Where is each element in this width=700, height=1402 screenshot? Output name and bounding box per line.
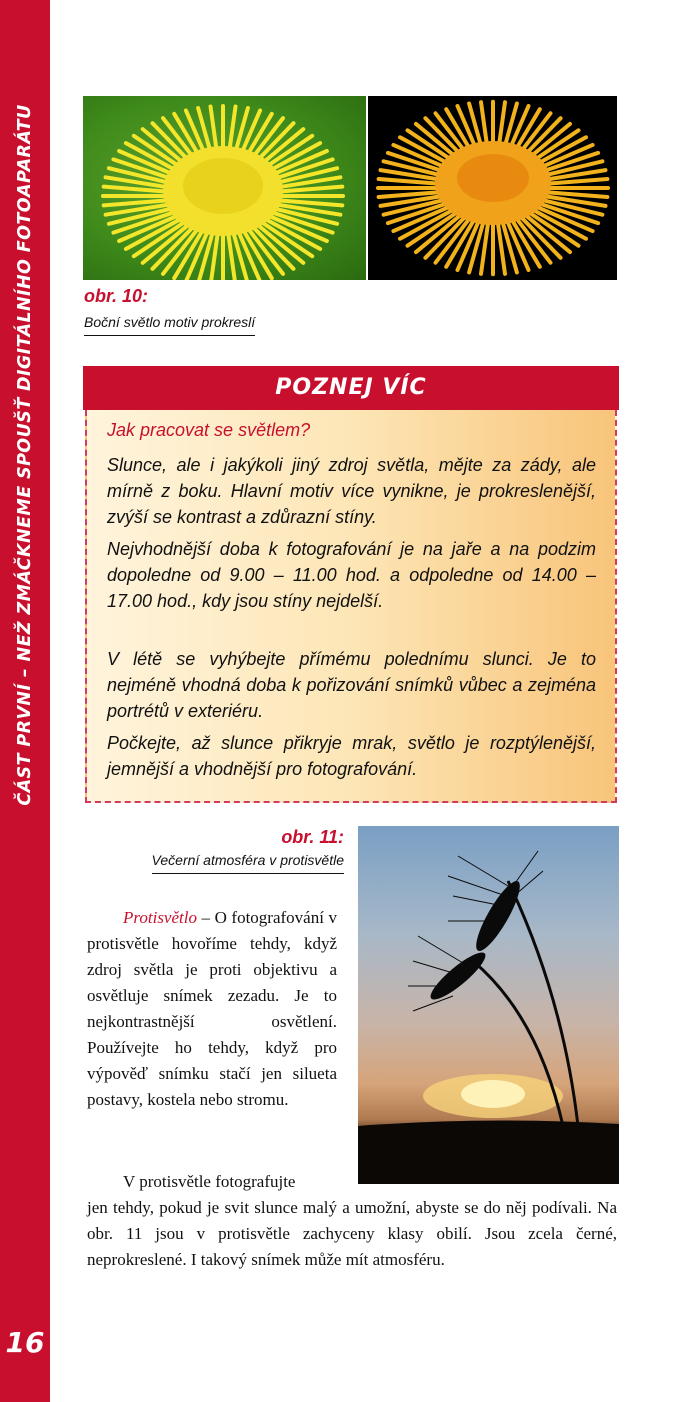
wheat-backlight-photo	[358, 826, 619, 1184]
infobox-paragraph: V létě se vyhýbejte přímému polednímu slunci. Je to nejméně vhodná doba k pořizování snímků vůbec a zejména portrétů v exteriéru.	[107, 649, 596, 721]
page-number: 16	[5, 1326, 45, 1359]
infobox-heading: Jak pracovat se světlem?	[107, 420, 311, 440]
infobox-paragraph: Počkejte, až slunce přikryje mrak, světlo je rozptýlenější, jemnější a vhodnější pro fotografování.	[107, 733, 596, 779]
infobox-paragraph: Nejvhodnější doba k fotografování je na jaře a na podzim dopoledne od 9.00 – 11.00 hod. a odpoledne od 14.00 – 17.00 hod., kdy jsou stíny nejdelší.	[107, 539, 596, 611]
infobox-paragraph: Slunce, ale i jakýkoli jiný zdroj světla, mějte za zády, ale mírně z boku. Hlavní motiv více vynikne, je prokreslenější, zvýší se kontrast a zdůrazní stíny.	[107, 455, 596, 527]
body-paragraph-continued: jen tehdy, pokud je svit slunce malý a umožní, abyste se do něj podívali. Na obr. 11 jsou v protisvětle zachyceny klasy obilí. Jsou zcela černé, neprokreslené. I takový snímek může mít atmosféru.	[87, 1198, 617, 1269]
dandelion-dark-background-photo	[368, 96, 617, 280]
infobox-title: POZNEJ VÍC	[83, 366, 619, 410]
figure-11-caption: Večerní atmosféra v protisvětle	[152, 852, 344, 874]
chapter-title: ČÁST PRVNÍ – NEŽ ZMÁČKNEME SPOUŠŤ DIGITÁLNÍHO FOTOAPARÁTU	[15, 104, 35, 806]
dandelion-side-light-photo	[83, 96, 366, 280]
figure-11-label: obr. 11:	[281, 827, 344, 847]
term-protisvetlo: Protisvětlo	[123, 908, 197, 927]
body-paragraph-start: V protisvětle fotografujte	[123, 1172, 296, 1191]
body-paragraph-text: – O fotografování v protisvětle hovoříme tehdy, když zdroj světla je proti objektivu a osvětluje snímek zezadu. Je to nejkontrastnější osvětlení. Používejte ho tehdy, když pro výpověď snímku stačí jen silueta postavy, kostela nebo stromu.	[87, 908, 337, 1109]
figure-10-label: obr. 10:	[84, 286, 149, 306]
body-paragraph	[87, 905, 337, 1113]
figure-10-caption: Boční světlo motiv prokreslí	[84, 314, 255, 336]
